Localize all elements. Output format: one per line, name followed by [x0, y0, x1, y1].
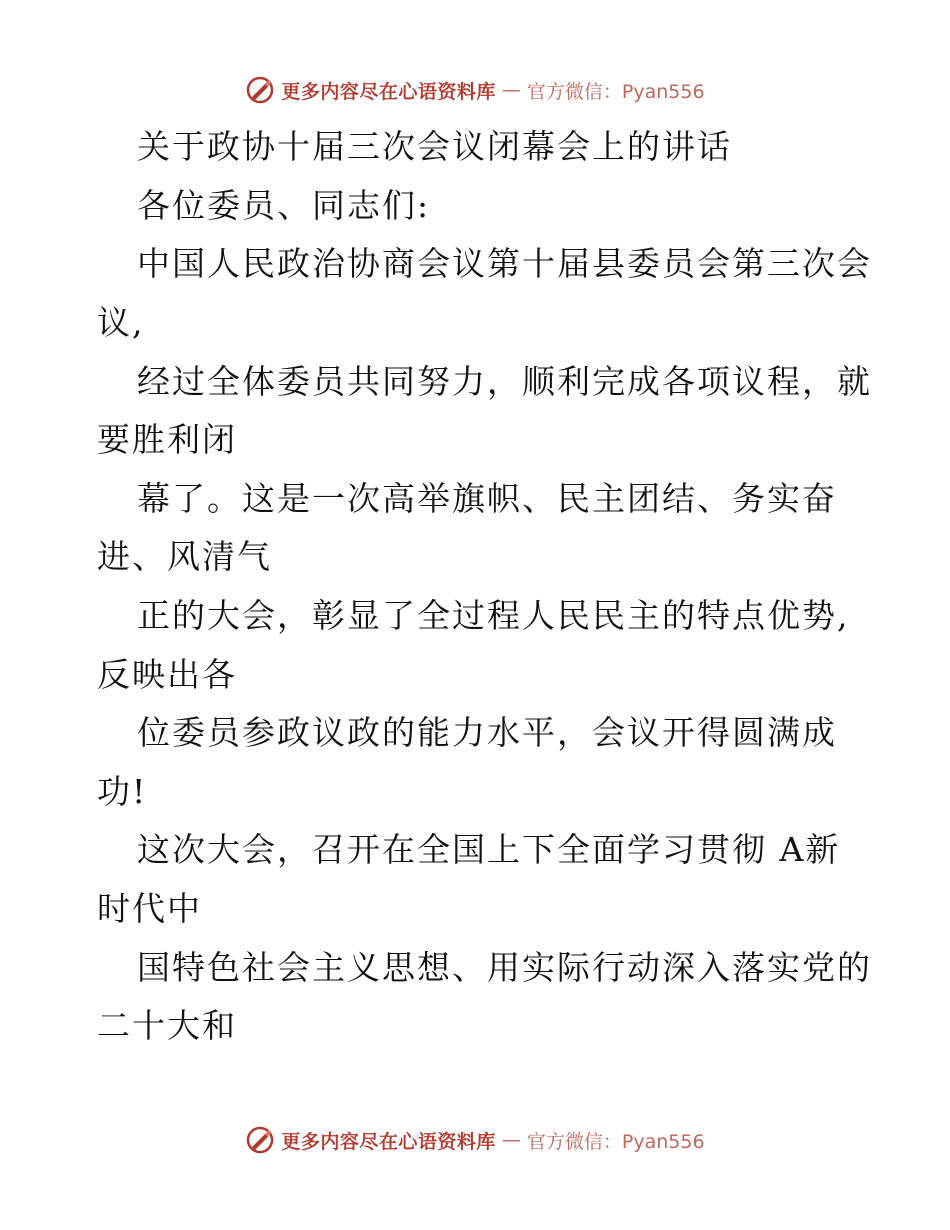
salutation: 各位委员、同志们:: [137, 186, 431, 225]
paragraph-line: 进、风清气: [97, 537, 272, 576]
watermark-wechat-text: 官方微信：Pyan556: [526, 80, 705, 103]
paragraph-line: 位委员参政议政的能力水平，会议开得圆满成: [137, 713, 837, 752]
paragraph-line: 时代中: [97, 889, 202, 928]
paragraph-line: 这次大会，召开在全国上下全面学习贯彻 A新: [137, 830, 841, 869]
document-title: 关于政协十届三次会议闭幕会上的讲话: [137, 127, 732, 166]
paragraph-line: 要胜利闭: [97, 420, 237, 459]
watermark-site-text: 更多内容尽在心语资料库: [281, 1130, 496, 1153]
pen-seal-logo-icon: [245, 1125, 275, 1155]
paragraph-line: 中国人民政治协商会议第十届县委员会第三次会: [137, 244, 872, 283]
pen-seal-logo-icon: [245, 75, 275, 105]
watermark-wechat-text: 官方微信：Pyan556: [526, 1130, 705, 1153]
paragraph-line: 反映出各: [97, 655, 237, 694]
paragraph-line: 正的大会，彰显了全过程人民民主的特点优势,: [137, 596, 850, 635]
footer-watermark: [0, 1120, 950, 1160]
header-watermark: [0, 70, 950, 110]
paragraph-line: 经过全体委员共同努力，顺利完成各项议程，就: [137, 362, 872, 401]
paragraph-line: 国特色社会主义思想、用实际行动深入落实党的: [137, 948, 872, 987]
paragraph-line: 议,: [97, 303, 145, 342]
paragraph-line: 幕了。这是一次高举旗帜、民主团结、务实奋: [137, 479, 837, 518]
paragraph-line: 功!: [97, 772, 148, 811]
paragraph-line: 二十大和: [97, 1006, 237, 1045]
watermark-separator: —: [501, 79, 521, 101]
watermark-separator: —: [501, 1129, 521, 1151]
watermark-site-text: 更多内容尽在心语资料库: [281, 80, 496, 103]
